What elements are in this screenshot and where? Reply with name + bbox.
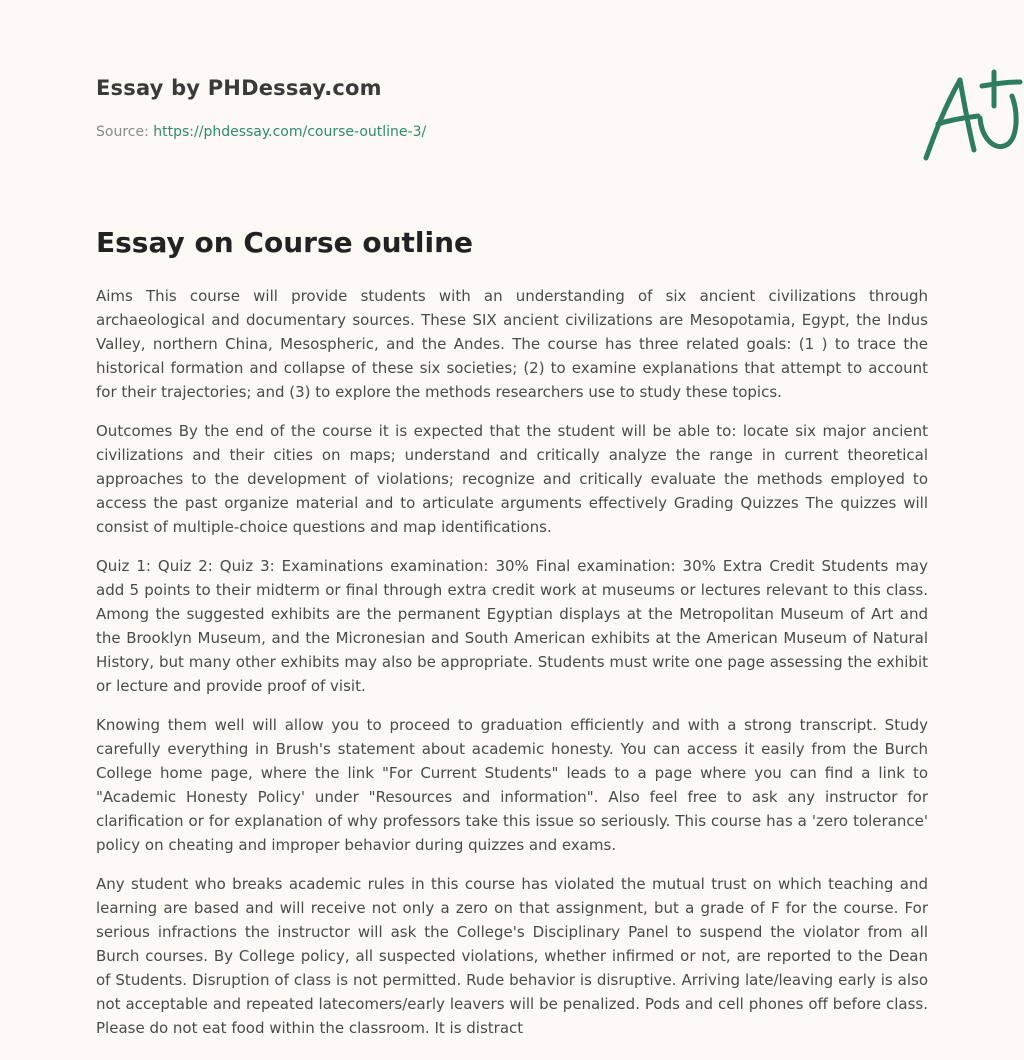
essay-paragraph: Aims This course will provide students with an understanding of six ancient civilizations through archaeological and documentary sources. These SIX ancient civilizations are Mesopotamia, Egypt, the Indus Valley, northern China, Mesospheric, and the Andes. The course has three related goals: (1 ) to trace the historical formation and collapse of these six societies; (2) to examine explanations that attempt to account for their trajectories; and (3) to explore the methods researchers use to study these topics.	[96, 287, 928, 401]
essay-paragraph: Any student who breaks academic rules in this course has violated the mutual trust on which teaching and learning are based and will receive not only a zero on that assignment, but a grade of F for the course. For serious infractions the instructor will ask the College's Disciplinary Panel to suspend the violator from all Burch courses. By College policy, all suspected violations, whether infirmed or not, are reported to the Dean of Students. Disruption of class is not permitted. Rude behavior is disruptive. Arriving late/leaving early is also not acceptable and repeated latecomers/early leavers will be penalized. Pods and cell phones off before class. Please do not eat food within the classroom. It is distract	[96, 875, 928, 1037]
essay-paragraph: Outcomes By the end of the course it is expected that the student will be able to: locate six major ancient civilizations and their cities on maps; understand and critically analyze the range in current theoretical approaches to the development of violations; recognize and critically evaluate the methods employed to access the past organize material and to articulate arguments effectively Grading Quizzes The quizzes will consist of multiple-choice questions and map identifications.	[96, 422, 928, 536]
essay-paragraph: Quiz 1: Quiz 2: Quiz 3: Examinations examination: 30% Final examination: 30% Extra Credit Students may add 5 points to their midterm or final through extra credit work at museums or lectures relevant to this class. Among the suggested exhibits are the permanent Egyptian displays at the Metropolitan Museum of Art and the Brooklyn Museum, and the Micronesian and South American exhibits at the American Museum of Natural History, but many other exhibits may also be appropriate. Students must write one page assessing the exhibit or lecture and provide proof of visit.	[96, 557, 928, 695]
essay-body	[96, 284, 928, 1055]
essay-title: Essay on Course outline	[96, 226, 474, 259]
essay-paragraph: Knowing them well will allow you to proceed to graduation efficiently and with a strong transcript. Study carefully everything in Brush's statement about academic honesty. You can access it easily from the Burch College home page, where the link "For Current Students" leads to a page where you can find a link to "Academic Honesty Policy' under "Resources and information". Also feel free to ask any instructor for clarification or for explanation of why professors take this issue so seriously. This course has a 'zero tolerance' policy on cheating and improper behavior during quizzes and exams.	[96, 716, 928, 854]
source-label: Source:	[96, 124, 154, 140]
source-line	[96, 124, 426, 140]
source-link[interactable]: https://phdessay.com/course-outline-3/	[153, 124, 427, 140]
a-plus-logo-icon	[920, 66, 1024, 166]
site-title: Essay by PHDessay.com	[96, 76, 382, 100]
